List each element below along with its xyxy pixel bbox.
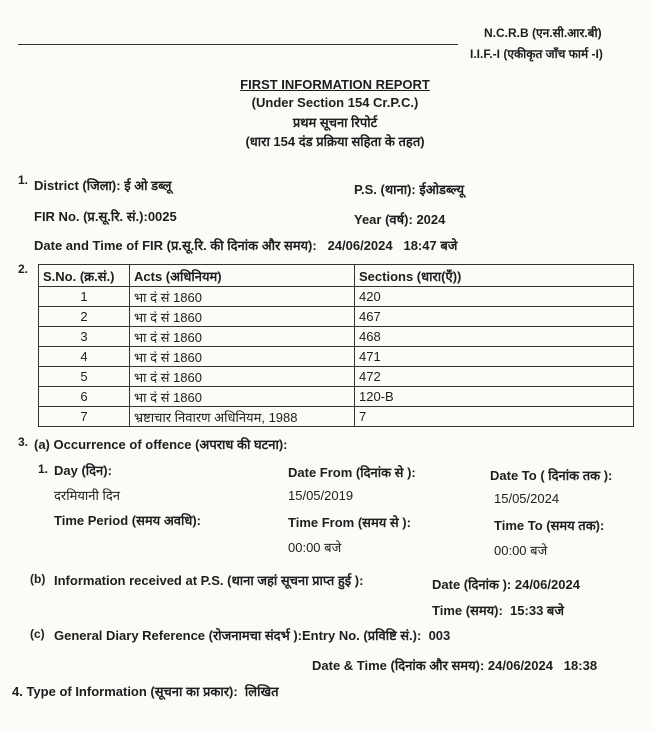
district-value: ई ओ डब्लू (124, 178, 172, 193)
table-row (39, 347, 634, 367)
row-sno: 5 (39, 367, 130, 387)
date-to-label: Date To ( दिनांक तक ): (490, 468, 613, 483)
info-received-time-value: 15:33 बजे (510, 603, 564, 618)
iif-header: I.I.F.-I (एकीकृत जाँच फार्म -I) (470, 47, 603, 61)
acts-sections-table (38, 264, 634, 427)
fir-value: 0025 (147, 209, 177, 224)
date-from-label: Date From (दिनांक से ): (288, 465, 416, 480)
gd-entry-label: Entry No. (प्रविष्टि सं.): (301, 628, 422, 643)
row-section: 420 (355, 287, 634, 307)
year-row (354, 210, 445, 228)
table-row (39, 367, 634, 387)
gd-reference-row (54, 626, 450, 644)
day-label: Day (दिन): (54, 463, 112, 478)
table-row (39, 387, 634, 407)
day-value: दरमियानी दिन (54, 488, 120, 503)
row-section: 471 (355, 347, 634, 367)
row-act: भा दं सं 1860 (130, 367, 355, 387)
item-c-marker: (c) (30, 627, 45, 641)
occurrence-heading: (a) Occurrence of offence (अपराध की घटना): (34, 437, 288, 452)
row-act: भा दं सं 1860 (130, 307, 355, 327)
year-value: 2024 (416, 212, 446, 227)
row-act: भा दं सं 1860 (130, 327, 355, 347)
row-sno: 4 (39, 347, 130, 367)
info-received-date-label: Date (दिनांक ): (432, 577, 512, 592)
report-subtitle: (Under Section 154 Cr.P.C.) (251, 95, 419, 110)
row-section: 467 (355, 307, 634, 327)
district-label: District (जिला): (34, 178, 121, 193)
ps-value: ईओडब्ल्यू (419, 182, 465, 197)
table-row (39, 287, 634, 307)
report-title: FIRST INFORMATION REPORT (240, 77, 430, 92)
info-type-value: लिखित (244, 684, 279, 699)
sub-item-number: 1. (38, 462, 49, 476)
row-section: 7 (355, 407, 634, 427)
row-act: भा दं सं 1860 (130, 387, 355, 407)
info-received-date-row (432, 575, 580, 593)
time-to-value: 00:00 बजे (494, 543, 548, 558)
table-row (39, 327, 634, 347)
row-sno: 1 (39, 287, 130, 307)
header-sno: S.No. (क्र.सं.) (39, 265, 130, 287)
row-sno: 7 (39, 407, 130, 427)
fir-datetime-row (34, 236, 457, 254)
info-type-label: 4. Type of Information (सूचना का प्रकार): (12, 684, 238, 699)
info-received-time-label: Time (समय): (432, 603, 503, 618)
time-to-label: Time To (समय तक): (494, 518, 605, 533)
fir-datetime-label: Date and Time of FIR (प्र.सू.रि. की दिनांक और समय): (34, 238, 317, 253)
time-from-value: 00:00 बजे (288, 540, 342, 555)
ps-row (354, 180, 464, 198)
row-act: भा दं सं 1860 (130, 347, 355, 367)
ncrb-header: N.C.R.B (एन.सी.आर.बी) (484, 26, 602, 40)
gd-datetime-value: 24/06/2024 18:38 (487, 658, 598, 673)
gd-datetime-row (312, 656, 597, 674)
table-header-row (39, 265, 634, 287)
row-sno: 6 (39, 387, 130, 407)
time-from-label: Time From (समय से ): (288, 515, 411, 530)
fir-datetime-value: 24/06/2024 18:47 बजे (327, 238, 458, 253)
report-title-hindi: प्रथम सूचना रिपोर्ट (292, 115, 378, 130)
row-section: 120-B (355, 387, 634, 407)
ps-label: P.S. (थाना): (354, 182, 416, 197)
table-row (39, 307, 634, 327)
gd-entry-value: 003 (428, 628, 451, 643)
header-acts: Acts (अधिनियम) (130, 265, 355, 287)
header-sections: Sections (धारा(एँ)) (355, 265, 634, 287)
fir-label: FIR No. (प्र.सू.रि. सं.): (34, 209, 148, 224)
info-received-label: Information received at P.S. (थाना जहां सूचना प्राप्त हुई ): (54, 573, 364, 588)
info-type-row (12, 682, 279, 700)
row-act: भ्रष्टाचार निवारण अधिनियम, 1988 (130, 407, 355, 427)
date-to-value: 15/05/2024 (494, 491, 560, 506)
row-act: भा दं सं 1860 (130, 287, 355, 307)
row-section: 468 (355, 327, 634, 347)
time-period-label: Time Period (समय अवधि): (54, 513, 202, 528)
report-subtitle-hindi: (धारा 154 दंड प्रक्रिया सहिता के तहत) (245, 134, 425, 149)
header-rule (18, 44, 458, 45)
gd-reference-label: General Diary Reference (रोजनामचा संदर्भ ): (54, 628, 302, 643)
row-sno: 2 (39, 307, 130, 327)
date-from-value: 15/05/2019 (288, 488, 354, 503)
row-section: 472 (355, 367, 634, 387)
row-sno: 3 (39, 327, 130, 347)
district-row (34, 176, 171, 194)
table-row (39, 407, 634, 427)
fir-row (34, 207, 177, 225)
section-2-number: 2. (18, 262, 29, 276)
item-b-marker: (b) (30, 572, 46, 586)
section-1-number: 1. (18, 173, 29, 187)
gd-datetime-label: Date & Time (दिनांक और समय): (312, 658, 485, 673)
section-3-number: 3. (18, 435, 29, 449)
info-received-time-row (432, 601, 564, 619)
year-label: Year (वर्ष): (354, 212, 413, 227)
info-received-date-value: 24/06/2024 (514, 577, 580, 592)
